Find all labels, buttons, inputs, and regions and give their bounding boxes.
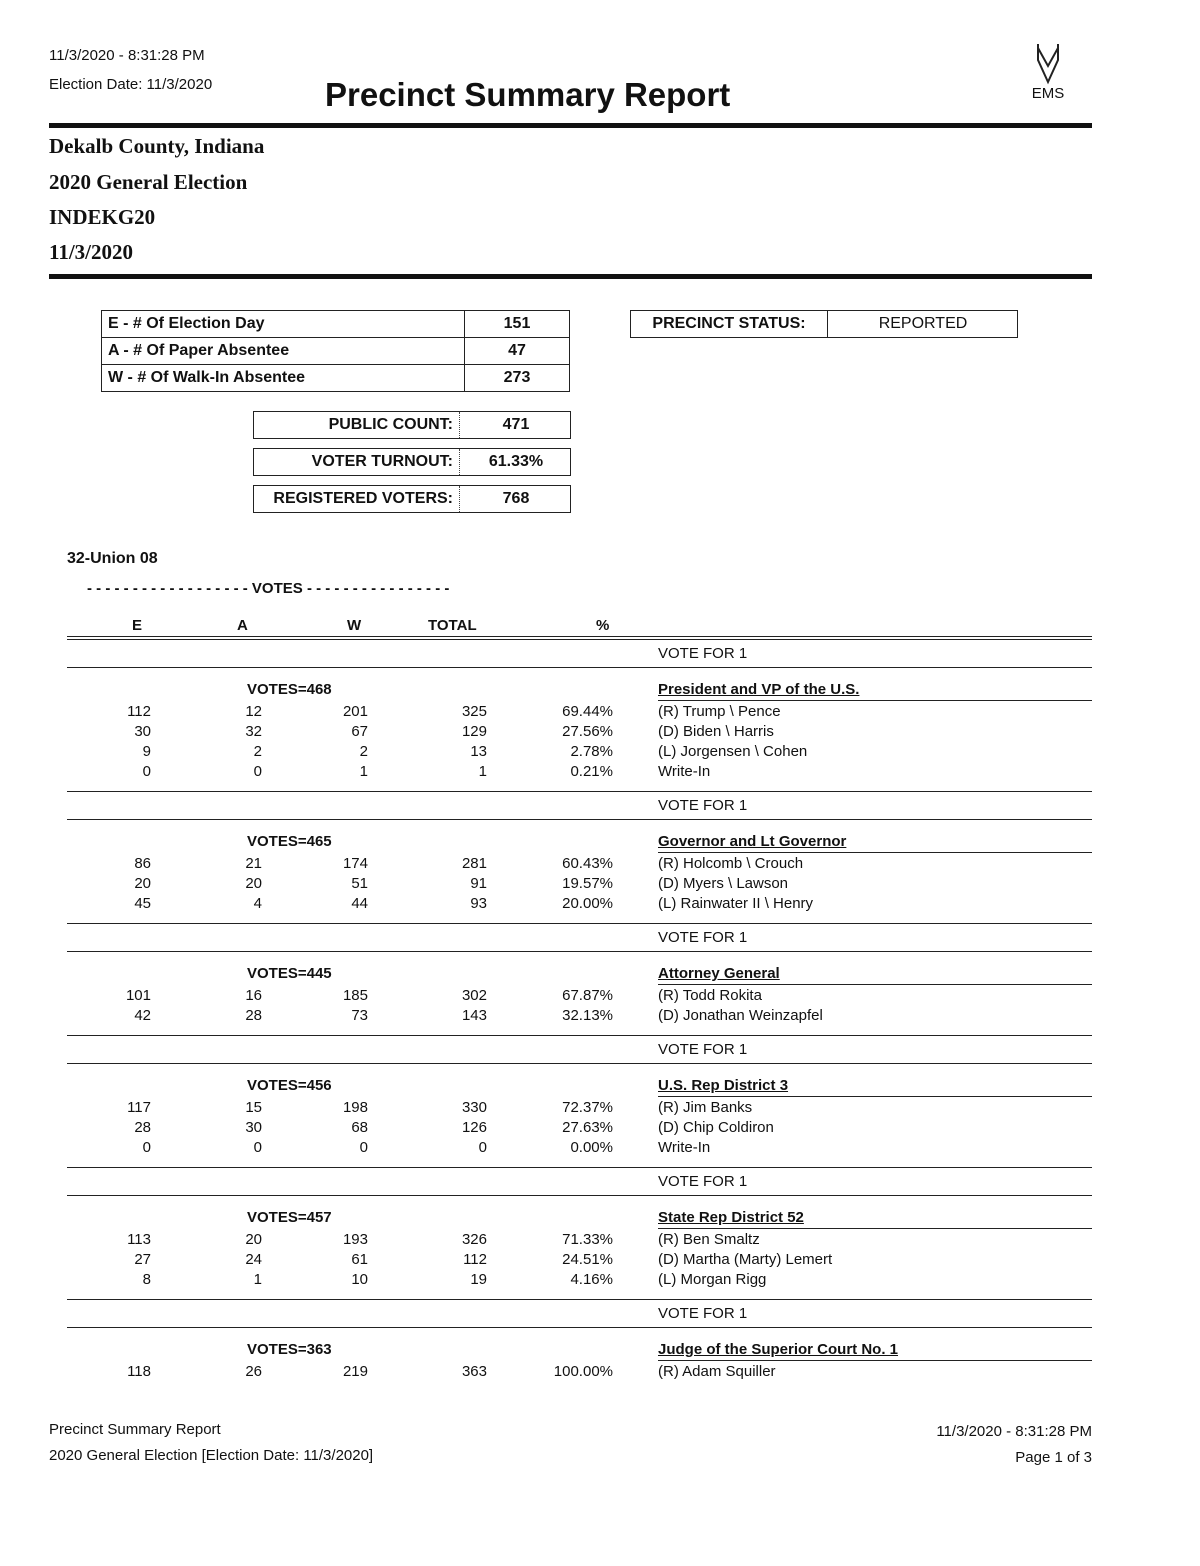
candidate-a-votes: 24	[245, 1251, 262, 1268]
candidate-pct-votes: 0.00%	[570, 1139, 613, 1156]
candidate-pct-votes: 19.57%	[562, 875, 613, 892]
column-header-e: E	[132, 617, 143, 634]
candidate-pct-votes: 72.37%	[562, 1099, 613, 1116]
candidate-total-votes: 13	[470, 743, 487, 760]
candidate-total-votes: 129	[461, 723, 487, 740]
candidate-name: Write-In	[658, 763, 711, 780]
ballot-value: 273	[465, 365, 570, 392]
candidate-a-votes: 0	[253, 763, 262, 780]
candidate-w-votes: 174	[342, 855, 368, 872]
footer-report-name: Precinct Summary Report	[49, 1421, 221, 1438]
candidate-a-votes: 2	[253, 743, 262, 760]
candidate-w-votes: 51	[351, 875, 368, 892]
voter-turnout-box	[253, 448, 571, 476]
candidate-name: (L) Rainwater II \ Henry	[658, 895, 814, 912]
race-header	[67, 678, 1092, 702]
candidate-pct-votes: 67.87%	[562, 987, 613, 1004]
ballot-row	[102, 338, 570, 365]
candidate-a-votes: 0	[253, 1139, 262, 1156]
candidate-row	[67, 854, 1092, 874]
ems-logo	[1020, 40, 1076, 102]
info-divider	[49, 274, 1092, 279]
candidate-a-votes: 12	[245, 703, 262, 720]
ballot-row	[102, 311, 570, 338]
ballot-value: 151	[465, 311, 570, 338]
candidate-a-votes: 30	[245, 1119, 262, 1136]
precinct-status-box	[630, 310, 1018, 338]
vote-for-label: VOTE FOR 1	[658, 1305, 748, 1322]
candidate-a-votes: 20	[245, 875, 262, 892]
race-header	[67, 1074, 1092, 1098]
candidate-row	[67, 1118, 1092, 1138]
candidate-pct-votes: 27.63%	[562, 1119, 613, 1136]
candidate-row	[67, 762, 1092, 782]
candidate-pct-votes: 4.16%	[570, 1271, 613, 1288]
candidate-name: (R) Adam Squiller	[658, 1363, 776, 1380]
candidate-w-votes: 201	[342, 703, 368, 720]
column-header-a: A	[237, 617, 248, 634]
vote-for-label: VOTE FOR 1	[658, 929, 748, 946]
candidate-a-votes: 20	[245, 1231, 262, 1248]
candidate-pct-votes: 71.33%	[562, 1231, 613, 1248]
race-total-votes: VOTES=445	[247, 965, 332, 982]
candidate-a-votes: 1	[253, 1271, 262, 1288]
candidate-a-votes: 4	[253, 895, 262, 912]
candidate-e-votes: 0	[142, 763, 151, 780]
report-timestamp: 11/3/2020 - 8:31:28 PM	[49, 47, 205, 64]
race-block	[67, 1035, 1092, 1167]
candidate-w-votes: 10	[351, 1271, 368, 1288]
candidate-e-votes: 30	[134, 723, 151, 740]
ballot-label: A - # Of Paper Absentee	[102, 338, 465, 365]
candidate-e-votes: 27	[134, 1251, 151, 1268]
precinct-status-label: PRECINCT STATUS:	[631, 311, 828, 337]
precinct-name: 32-Union 08	[67, 550, 158, 567]
vote-for-band	[67, 1167, 1092, 1196]
candidate-total-votes: 330	[461, 1099, 487, 1116]
candidate-name: (L) Jorgensen \ Cohen	[658, 743, 808, 760]
candidate-pct-votes: 24.51%	[562, 1251, 613, 1268]
candidate-e-votes: 45	[134, 895, 151, 912]
vote-for-label: VOTE FOR 1	[658, 1173, 748, 1190]
candidate-w-votes: 0	[359, 1139, 368, 1156]
vote-for-label: VOTE FOR 1	[658, 797, 748, 814]
ballot-type-table	[101, 310, 570, 392]
candidate-total-votes: 1	[478, 763, 487, 780]
ballot-label: W - # Of Walk-In Absentee	[102, 365, 465, 392]
candidate-e-votes: 42	[134, 1007, 151, 1024]
ems-logo-icon	[1030, 40, 1066, 86]
ballot-value: 47	[465, 338, 570, 365]
candidate-pct-votes: 100.00%	[553, 1363, 613, 1380]
candidate-w-votes: 198	[342, 1099, 368, 1116]
candidate-total-votes: 0	[478, 1139, 487, 1156]
candidate-e-votes: 86	[134, 855, 151, 872]
candidate-pct-votes: 2.78%	[570, 743, 613, 760]
candidate-w-votes: 61	[351, 1251, 368, 1268]
candidate-name: (R) Jim Banks	[658, 1099, 753, 1116]
candidate-w-votes: 185	[342, 987, 368, 1004]
voter-turnout-value: 61.33%	[488, 453, 544, 470]
column-header-total: TOTAL	[428, 617, 477, 634]
race-total-votes: VOTES=465	[247, 833, 332, 850]
race-total-votes: VOTES=456	[247, 1077, 332, 1094]
candidate-row	[67, 1270, 1092, 1290]
candidate-pct-votes: 69.44%	[562, 703, 613, 720]
vote-for-band	[67, 1035, 1092, 1064]
county-name: Dekalb County, Indiana	[49, 134, 265, 158]
candidate-w-votes: 44	[351, 895, 368, 912]
candidate-e-votes: 112	[127, 703, 151, 720]
candidate-total-votes: 363	[461, 1363, 487, 1380]
candidate-total-votes: 302	[461, 987, 487, 1004]
candidate-name: (D) Myers \ Lawson	[658, 875, 789, 892]
footer-timestamp: 11/3/2020 - 8:31:28 PM	[936, 1423, 1092, 1440]
race-title: Governor and Lt Governor	[658, 833, 1092, 853]
election-name: 2020 General Election	[49, 170, 248, 194]
race-block	[67, 636, 1092, 791]
candidate-a-votes: 26	[245, 1363, 262, 1380]
candidate-row	[67, 874, 1092, 894]
candidate-row	[67, 742, 1092, 762]
vote-for-band	[67, 1299, 1092, 1328]
candidate-name: (D) Jonathan Weinzapfel	[658, 1007, 823, 1024]
column-header-w: W	[347, 617, 362, 634]
race-block	[67, 1167, 1092, 1299]
race-block	[67, 1299, 1092, 1391]
candidate-a-votes: 16	[245, 987, 262, 1004]
candidate-pct-votes: 0.21%	[570, 763, 613, 780]
race-total-votes: VOTES=363	[247, 1341, 332, 1358]
election-code: INDEKG20	[49, 205, 156, 229]
candidate-w-votes: 193	[342, 1231, 368, 1248]
candidate-total-votes: 325	[461, 703, 487, 720]
candidate-e-votes: 9	[142, 743, 151, 760]
vote-for-label: VOTE FOR 1	[658, 1041, 748, 1058]
registered-voters-label: REGISTERED VOTERS:	[254, 486, 460, 512]
candidate-row	[67, 1006, 1092, 1026]
candidate-e-votes: 8	[142, 1271, 151, 1288]
race-header	[67, 962, 1092, 986]
race-results	[67, 636, 1092, 1391]
candidate-row	[67, 1250, 1092, 1270]
candidate-name: (D) Biden \ Harris	[658, 723, 774, 740]
candidate-w-votes: 2	[359, 743, 368, 760]
race-header	[67, 1338, 1092, 1362]
footer-page-number: Page 1 of 3	[1015, 1449, 1092, 1466]
report-date: 11/3/2020	[49, 240, 134, 264]
candidate-pct-votes: 27.56%	[562, 723, 613, 740]
race-header	[67, 1206, 1092, 1230]
candidate-e-votes: 117	[127, 1099, 151, 1116]
candidate-name: (R) Todd Rokita	[658, 987, 762, 1004]
public-count-value: 471	[502, 416, 530, 433]
public-count-box	[253, 411, 571, 439]
candidate-row	[67, 894, 1092, 914]
candidate-pct-votes: 60.43%	[562, 855, 613, 872]
candidate-name: (D) Chip Coldiron	[658, 1119, 774, 1136]
candidate-total-votes: 326	[461, 1231, 487, 1248]
race-total-votes: VOTES=457	[247, 1209, 332, 1226]
candidate-total-votes: 19	[470, 1271, 487, 1288]
election-date: Election Date: 11/3/2020	[49, 76, 213, 93]
candidate-name: (D) Martha (Marty) Lemert	[658, 1251, 833, 1268]
ballot-label: E - # Of Election Day	[102, 311, 465, 338]
race-title: U.S. Rep District 3	[658, 1077, 1092, 1097]
candidate-row	[67, 722, 1092, 742]
candidate-row	[67, 986, 1092, 1006]
candidate-a-votes: 21	[245, 855, 262, 872]
candidate-pct-votes: 20.00%	[562, 895, 613, 912]
candidate-e-votes: 113	[127, 1231, 151, 1248]
candidate-row	[67, 1362, 1092, 1382]
candidate-e-votes: 101	[125, 987, 151, 1004]
footer-election: 2020 General Election [Election Date: 11/3/2020]	[49, 1447, 374, 1464]
candidate-total-votes: 126	[461, 1119, 487, 1136]
candidate-w-votes: 219	[342, 1363, 368, 1380]
candidate-name: (R) Trump \ Pence	[658, 703, 781, 720]
race-title: Judge of the Superior Court No. 1	[658, 1341, 1092, 1361]
vote-for-band	[67, 923, 1092, 952]
candidate-e-votes: 28	[134, 1119, 151, 1136]
candidate-row	[67, 1230, 1092, 1250]
precinct-status-value: REPORTED	[878, 315, 968, 332]
candidate-e-votes: 118	[127, 1363, 151, 1380]
header-divider	[49, 123, 1092, 128]
candidate-e-votes: 0	[142, 1139, 151, 1156]
candidate-e-votes: 20	[134, 875, 151, 892]
candidate-a-votes: 15	[245, 1099, 262, 1116]
public-count-label: PUBLIC COUNT:	[254, 412, 460, 438]
race-block	[67, 923, 1092, 1035]
candidate-total-votes: 112	[463, 1251, 487, 1268]
registered-voters-box	[253, 485, 571, 513]
race-total-votes: VOTES=468	[247, 681, 332, 698]
vote-for-band	[67, 791, 1092, 820]
candidate-total-votes: 143	[461, 1007, 487, 1024]
candidate-w-votes: 67	[351, 723, 368, 740]
candidate-total-votes: 91	[470, 875, 487, 892]
ems-logo-text: EMS	[1031, 85, 1065, 102]
voter-turnout-label: VOTER TURNOUT:	[254, 449, 460, 475]
ballot-row	[102, 365, 570, 392]
registered-voters-value: 768	[502, 490, 530, 507]
race-title: Attorney General	[658, 965, 1092, 985]
race-title: President and VP of the U.S.	[658, 681, 1092, 701]
candidate-w-votes: 73	[351, 1007, 368, 1024]
candidate-a-votes: 32	[245, 723, 262, 740]
candidate-a-votes: 28	[245, 1007, 262, 1024]
candidate-row	[67, 702, 1092, 722]
column-header-percent: %	[596, 617, 610, 634]
candidate-name: Write-In	[658, 1139, 711, 1156]
candidate-name: (R) Ben Smaltz	[658, 1231, 760, 1248]
vote-for-band	[67, 636, 1092, 668]
candidate-total-votes: 93	[470, 895, 487, 912]
candidate-w-votes: 1	[359, 763, 368, 780]
page-title: Precinct Summary Report	[325, 76, 731, 113]
race-header	[67, 830, 1092, 854]
candidate-total-votes: 281	[461, 855, 487, 872]
candidate-name: (L) Morgan Rigg	[658, 1271, 767, 1288]
candidate-w-votes: 68	[351, 1119, 368, 1136]
race-block	[67, 791, 1092, 923]
candidate-name: (R) Holcomb \ Crouch	[658, 855, 804, 872]
race-title: State Rep District 52	[658, 1209, 1092, 1229]
votes-banner: - - - - - - - - - - - - - - - - - - VOTES - - - - - - - - - - - - - - - -	[87, 580, 450, 597]
candidate-pct-votes: 32.13%	[562, 1007, 613, 1024]
candidate-row	[67, 1098, 1092, 1118]
vote-for-label: VOTE FOR 1	[658, 645, 748, 662]
candidate-row	[67, 1138, 1092, 1158]
